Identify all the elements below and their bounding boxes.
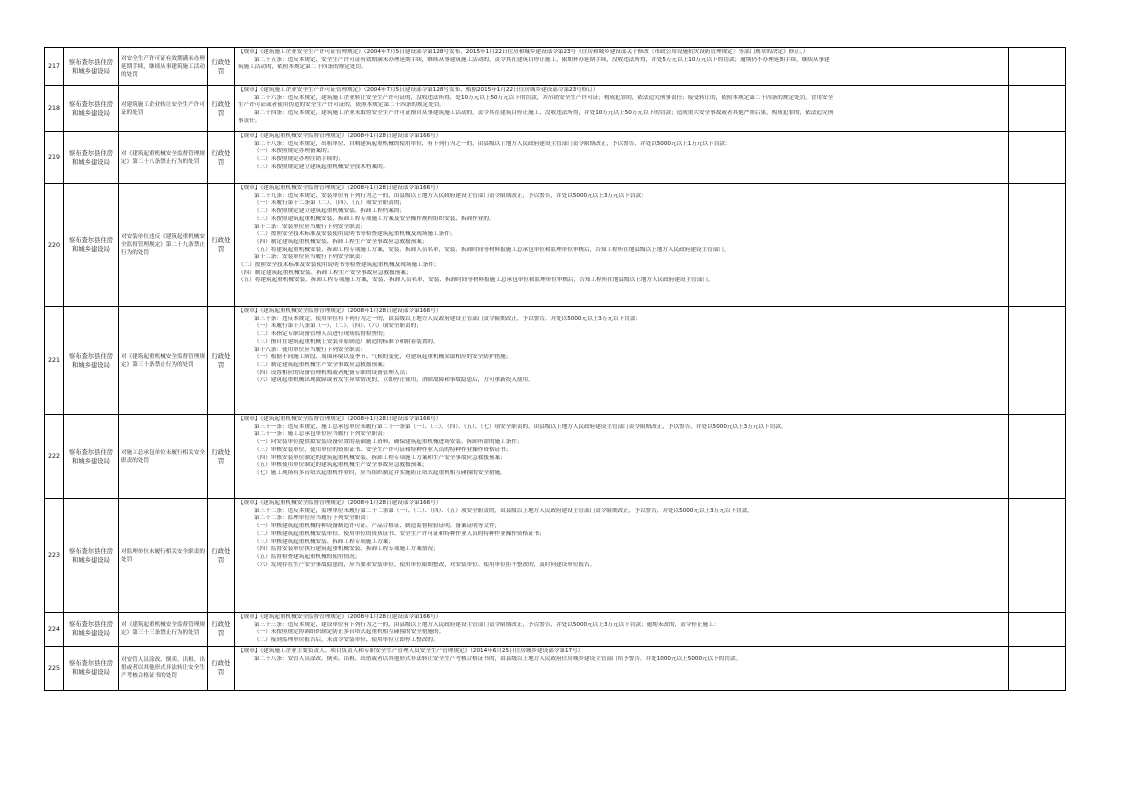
category-cell: 行政处罚 bbox=[208, 48, 235, 86]
basis-line: 筑施工活动的，依照本规定第二十四条的规定处罚。 bbox=[238, 64, 367, 71]
category-cell: 行政处罚 bbox=[208, 132, 235, 184]
item-name-cell: 对安全生产许可证有效期满未办理延期手续，继续从事建筑施工活动的处罚 bbox=[119, 48, 208, 86]
table-row bbox=[45, 132, 1066, 184]
basis-line: （四）制定建筑起重机械安装、拆卸工程生产安全事故应急救援预案； bbox=[254, 238, 428, 245]
basis-line: （二）未按照规定建立建筑起重机械安装、拆卸工程档案的； bbox=[254, 208, 406, 215]
basis-line: （二）接到监理单位报告后，未责令安装单位、使用单位立即停工整改的。 bbox=[254, 637, 439, 644]
legal-basis-cell bbox=[235, 613, 1009, 647]
basis-line: 第二十八条：违反本规定，出租单位、自购建筑起重机械的使用单位，有下列行为之一的，由县级以上地方人民政府建设主管部门责令限期改正，予以警告，并处以5000元以上1万元以下罚款： bbox=[254, 140, 731, 147]
category-cell: 行政处罚 bbox=[208, 613, 235, 647]
authority-cell: 察布查尔县住房和城乡建设局 bbox=[64, 415, 119, 499]
basis-line: 第三十条：违反本规定，使用单位有下列行为之一的，由县级以上地方人民政府建设主管部门责令限期改正，予以警告，并处以5000元以上3万元以下罚款： bbox=[254, 315, 641, 322]
basis-line: （六）建筑起重机械出现故障或者发生异常情况的，立即停止使用，消除故障和事故隐患后，方可重新投入使用。 bbox=[254, 377, 534, 384]
row-number: 224 bbox=[45, 613, 64, 647]
basis-line: （一）未按照规定协调组织制定防止多台塔式起重机相互碰撞的安全措施的； bbox=[254, 629, 445, 636]
legal-basis-cell bbox=[235, 499, 1009, 613]
authority-cell: 察布查尔县住房和城乡建设局 bbox=[64, 613, 119, 647]
basis-line: （二）未按照规定办理注销手续的； bbox=[254, 156, 344, 163]
basis-line: 【规章】《建筑施工企业安全生产许可证管理规定》（2004年7月5日建设部令第128号发布，根据2015年1月22日住房城乡建设部令第23号修订） bbox=[238, 87, 599, 93]
item-name-cell: 对施工总承包单位未履行相关安全职责的处罚 bbox=[119, 415, 208, 499]
basis-line: （五）将建筑起重机械安装、拆卸工程专项施工方案，安装、拆卸人员名单，安装、拆卸时间等材料报施工总承包单位和监理单位审核后，告知工程所在地县级以上地方人民政府建设主管部门。 bbox=[254, 246, 730, 253]
basis-line: 【规章】《建筑起重机械安全监督管理规定》（2008年1月28日建设部令第166号） bbox=[238, 133, 442, 139]
basis-line: 第二十九条：违反本规定，安装单位有下列行为之一的，由县级以上地方人民政府建设主管部门责令限期改正，予以警告，并处以5000元以上3万元以下罚款： bbox=[254, 192, 647, 199]
authority-cell: 察布查尔县住房和城乡建设局 bbox=[64, 646, 119, 690]
table-row bbox=[45, 646, 1066, 690]
basis-line: （五）审核使用单位制定的建筑起重机械生产安全事故应急救援预案； bbox=[254, 462, 428, 469]
item-name-cell: 对安管人员涂改、倒卖、出租、出借或者以其他形式非法转让安全生产考核合格证书的处罚 bbox=[119, 646, 208, 690]
basis-line: （二）审核建筑起重机械安装单位、使用单位的资质证书、安全生产许可证和特种作业人员的特种作业操作资格证书； bbox=[254, 530, 545, 537]
basis-line: （五）监督检查建筑起重机械的使用情况； bbox=[254, 553, 361, 560]
basis-line: 【规章】《建筑施工企业安全生产许可证管理规定》（2004年7月5日建设部令第128号发布，2015年1月22日住房和城乡建设部令第23号《住房和城乡建设部关于修改〈市政公用设施抗灾设防管理规定〉等部门规章的决定》修正。） bbox=[238, 49, 809, 55]
basis-line: （一）未按照规定办理备案的； bbox=[254, 148, 333, 155]
basis-line: （二）制定建筑起重机械生产安全事故应急救援预案； bbox=[254, 361, 389, 368]
row-number: 218 bbox=[45, 86, 64, 132]
basis-line: （四）制定建筑起重机械安装、拆卸工程生产安全事故应急救援预案； bbox=[238, 269, 412, 276]
basis-line: （二）按照安全技术标准及安装使用说明书等检查建筑起重机械及现场施工条件； bbox=[254, 231, 456, 238]
basis-line: （三）审核建筑起重机械安装、拆卸工程专项施工方案； bbox=[254, 538, 394, 545]
authority-cell: 察布查尔县住房和城乡建设局 bbox=[64, 499, 119, 613]
table-row bbox=[45, 307, 1066, 415]
basis-line: 【规章】《建筑起重机械安全监督管理规定》（2008年1月28日建设部令第166号） bbox=[238, 614, 442, 620]
item-name-cell: 对建筑施工企业转让安全生产许可证的处罚 bbox=[119, 86, 208, 132]
basis-line: （一）未履行第十二条第（二）、（四）、（五）项安全职责的； bbox=[254, 200, 406, 207]
basis-line: 第二十五条：违反本规定，安全生产许可证有效期满未办理延期手续，继续从事建筑施工活动的，责令其在建筑目停止施工，限期补办延期手续，没收违法所得，并处5万元以上10万元以下的罚款；逾期仍不办理延期手续，继续从事建 bbox=[254, 56, 830, 63]
remarks-cell bbox=[1009, 646, 1066, 690]
basis-line: （七）施工现场有多台塔式起重机作业时，应当组织制定并实施防止塔式起重机相互碰撞的安全措施。 bbox=[254, 469, 506, 476]
table-row bbox=[45, 415, 1066, 499]
basis-line: 第二十六条：违反本规定，建筑施工企业转让安全生产许可证的，没收违法所得，处10万元以上50万元以下的罚款，并吊销安全生产许可证；构成犯罪的，依法追究刑事责任；接受转让的，依照本规定第二十四条的规定处罚。冒用安全 bbox=[254, 94, 834, 101]
basis-line: （四）审核安装单位制定的建筑起重机械安装、拆卸工程专项施工方案和生产安全事故应急救援预案； bbox=[254, 454, 506, 461]
basis-line: （四）监督安装单位执行建筑起重机械安装、拆卸工程专项施工方案情况； bbox=[254, 546, 439, 553]
basis-line: （三）未按照规定建立建筑起重机械安全技术档案的。 bbox=[254, 163, 389, 170]
category-cell: 行政处罚 bbox=[208, 184, 235, 307]
legal-basis-cell bbox=[235, 307, 1009, 415]
remarks-cell bbox=[1009, 132, 1066, 184]
item-name-cell: 对监理单位未履行相关安全职责的处罚 bbox=[119, 499, 208, 613]
authority-cell: 察布查尔县住房和城乡建设局 bbox=[64, 86, 119, 132]
table-row bbox=[45, 48, 1066, 86]
basis-line: 事责任。 bbox=[238, 117, 261, 124]
basis-line: 第十二条：安装单位应当履行下列安全职责： bbox=[254, 254, 366, 261]
table-row bbox=[45, 613, 1066, 647]
legal-basis-cell bbox=[235, 48, 1009, 86]
regulation-table bbox=[44, 47, 1066, 691]
basis-line: （一）根据不同施工阶段、周围环境以及季节、气候的变化，对建筑起重机械采取相应的安全防护措施； bbox=[254, 354, 512, 361]
basis-line: 第二十一条：施工总承包单位应当履行下列安全职责： bbox=[254, 431, 389, 438]
basis-line: 第二十二条：监理单位应当履行下列安全职责： bbox=[254, 515, 372, 522]
basis-line: 【规章】《建筑起重机械安全监督管理规定》（2008年1月28日建设部令第166号） bbox=[238, 185, 442, 191]
row-number: 220 bbox=[45, 184, 64, 307]
row-number: 217 bbox=[45, 48, 64, 86]
table-row bbox=[45, 499, 1066, 613]
basis-line: 第二十四条：违反本规定，建筑施工企业未取得安全生产许可证擅自从事建筑施工活动的，责令其在建筑目停止施工，没收违法所得，并处10万元以上50万元以下的罚款；造成重大安全事故或者其他严重后果，构成犯罪的，依法追究刑 bbox=[254, 110, 834, 117]
table-row bbox=[45, 184, 1066, 307]
remarks-cell bbox=[1009, 307, 1066, 415]
basis-line: 【规章】《建筑起重机械安全监督管理规定》（2008年1月28日建设部令第166号） bbox=[238, 416, 442, 422]
basis-line: （二）按照安全技术标准及安装使用说明书等检查建筑起重机械及现场施工条件； bbox=[238, 262, 440, 269]
legal-basis-cell bbox=[235, 132, 1009, 184]
basis-line: 【规章】《建筑施工企业主要负责人、项目负责人和专职安全生产管理人员安全生产管理规定》（2014年6月25日住房城乡建设部令第17号） bbox=[238, 647, 584, 654]
authority-cell: 察布查尔县住房和城乡建设局 bbox=[64, 132, 119, 184]
basis-line: 生产许可证或者使用伪造的安全生产许可证的，依照本规定第二十四条的规定处罚。 bbox=[238, 102, 445, 109]
row-number: 225 bbox=[45, 646, 64, 690]
table-row bbox=[45, 86, 1066, 132]
basis-line: 第三十三条：违反本规定，建设单位有下列行为之一的，由县级以上地方人民政府建设主管部门责令限期改正，予以警告，并处以5000元以上3万元以下罚款；逾期未改的，责令停止施工： bbox=[254, 621, 720, 628]
item-name-cell: 对《建筑起重机械安全监督管理规定》第三十三条禁止行为的处罚 bbox=[119, 613, 208, 647]
basis-line: （六）发现存在生产安全事故隐患的，应当要求安装单位、使用单位限期整改，对安装单位、使用单位拒不整改的，及时向建设单位报告。 bbox=[254, 561, 596, 568]
basis-line: 第三十二条：违反本规定，监理单位未履行第二十二条第（一）、（二）、（四）、（五）项安全职责的，由县级以上地方人民政府建设主管部门责令限期改正，予以警告，并处以5000元以上3万元以下罚款。 bbox=[254, 507, 753, 514]
item-name-cell: 对《建筑起重机械安全监督管理规定》第三十条禁止行为的处罚 bbox=[119, 307, 208, 415]
category-cell: 行政处罚 bbox=[208, 499, 235, 613]
authority-cell: 察布查尔县住房和城乡建设局 bbox=[64, 184, 119, 307]
row-number: 222 bbox=[45, 415, 64, 499]
basis-line: （一）未履行第十八条第（一）、（二）、（四）、（六）项安全职责的； bbox=[254, 323, 422, 330]
basis-line: （五）将建筑起重机械安装、拆卸工程专项施工方案，安装、拆卸人员名单，安装、拆卸时间等材料报施工总承包单位和监理单位审核后，告知工程所在地县级以上地方人民政府建设主管部门。 bbox=[238, 277, 714, 284]
basis-line: （一）审核建筑起重机械特种设备制造许可证、产品合格证、制造监督检验证明、备案证明等文件； bbox=[254, 523, 501, 530]
basis-line: （三）未按照建筑起重机械安装、拆卸工程专项施工方案及安全操作规程组织安装、拆卸作业的。 bbox=[254, 215, 495, 222]
legal-basis-cell bbox=[235, 184, 1009, 307]
basis-line: （四）设置相应的设备管理机构或者配备专职的设备管理人员； bbox=[254, 369, 411, 376]
legal-basis-cell bbox=[235, 415, 1009, 499]
basis-line: 第三十一条：违反本规定，施工总承包单位未履行第二十一条第（一）、（三）、（四）、（五）、（七）项安全职责的，由县级以上地方人民政府建设主管部门责令限期改正，予以警告，并处以5000元以上3万元以下罚款。 bbox=[254, 423, 787, 430]
category-cell: 行政处罚 bbox=[208, 307, 235, 415]
basis-line: （二）未指定专职设备管理人员进行现场监督检查的； bbox=[254, 331, 389, 338]
remarks-cell bbox=[1009, 48, 1066, 86]
basis-line: 【规章】《建筑起重机械安全监督管理规定》（2008年1月28日建设部令第166号） bbox=[238, 308, 442, 314]
item-name-cell: 对《建筑起重机械安全监督管理规定》第二十八条禁止行为的处罚 bbox=[119, 132, 208, 184]
remarks-cell bbox=[1009, 613, 1066, 647]
remarks-cell bbox=[1009, 86, 1066, 132]
legal-basis-cell bbox=[235, 86, 1009, 132]
basis-line: （一）向安装单位提供拟安装设备位置的基础施工资料，确保建筑起重机械进场安装、拆卸所需的施工条件； bbox=[254, 439, 523, 446]
remarks-cell bbox=[1009, 415, 1066, 499]
remarks-cell bbox=[1009, 499, 1066, 613]
category-cell: 行政处罚 bbox=[208, 646, 235, 690]
authority-cell: 察布查尔县住房和城乡建设局 bbox=[64, 48, 119, 86]
category-cell: 行政处罚 bbox=[208, 86, 235, 132]
row-number: 221 bbox=[45, 307, 64, 415]
basis-line: 第十八条：使用单位应当履行下列安全职责： bbox=[254, 346, 366, 353]
authority-cell: 察布查尔县住房和城乡建设局 bbox=[64, 307, 119, 415]
item-name-cell: 对安装单位违反《建筑起重机械安全监督管理规定》第二十九条禁止行为的处罚 bbox=[119, 184, 208, 307]
basis-line: 第十二条：安装单位应当履行下列安全职责： bbox=[254, 223, 366, 230]
row-number: 223 bbox=[45, 499, 64, 613]
basis-line: 第二十八条：安管人员涂改、倒卖、出租、出借或者以其他形式非法转让安全生产考核合格证书的，由县级以上地方人民政府住房城乡建设主管部门给予警告，并处1000元以上5000元以下的罚款。 bbox=[254, 655, 742, 662]
row-number: 219 bbox=[45, 132, 64, 184]
basis-line: （三）擅自在建筑起重机械上安装非原制造厂制造的标准节和附着装置的。 bbox=[254, 338, 439, 345]
legal-basis-cell bbox=[235, 646, 1009, 690]
basis-line: 【规章】《建筑起重机械安全监督管理规定》（2008年1月28日建设部令第166号） bbox=[238, 500, 442, 506]
basis-line: （三）审核安装单位、使用单位的资质证书、安全生产许可证和特种作业人员的特种作业操作资格证书； bbox=[254, 446, 512, 453]
remarks-cell bbox=[1009, 184, 1066, 307]
category-cell: 行政处罚 bbox=[208, 415, 235, 499]
